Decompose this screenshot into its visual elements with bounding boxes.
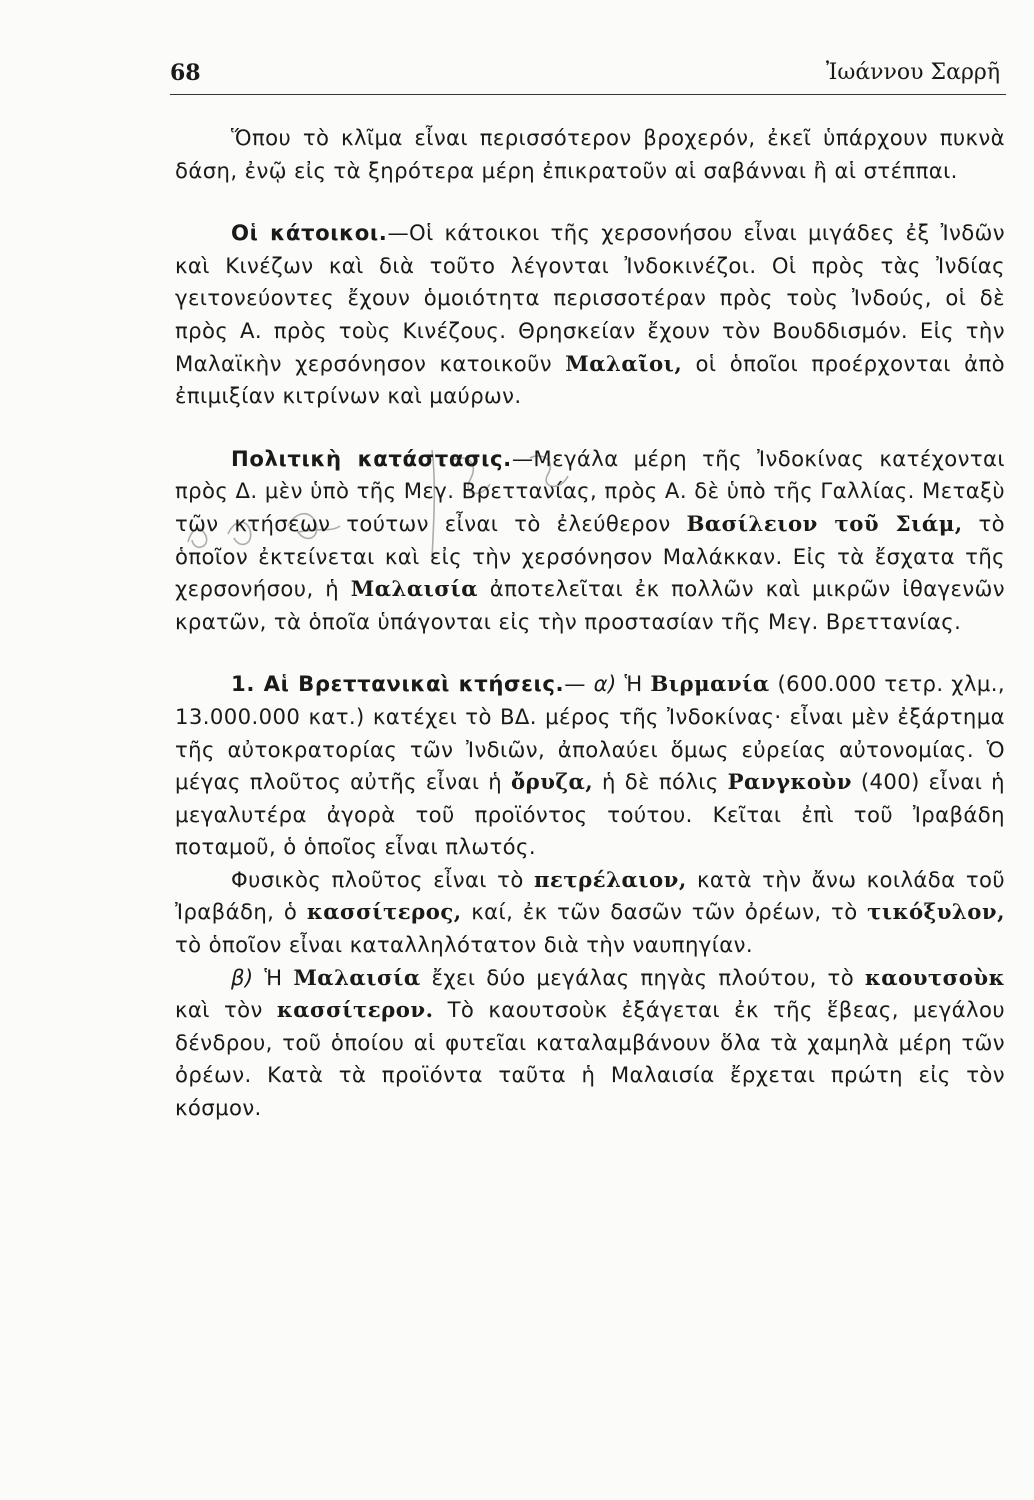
page-number: 68 <box>170 60 201 86</box>
term-petroleum: πετρέλαιον, <box>534 866 687 892</box>
paragraph-text: τὸ ὁποῖον εἶναι καταλληλότατον διὰ τὴν ναυπηγίαν. <box>175 932 754 958</box>
running-head: Ἰωάννου Σαρρῆ <box>825 60 1000 85</box>
paragraph-text: —Οἱ κάτοικοι τῆς χερσονήσου εἶναι μιγάδες ἐξ Ἰνδῶν καὶ Κινέζων καὶ διὰ τοῦτο λέγονται Ἰνδοκινέζοι. Οἱ πρὸς τὰς Ἰνδίας γειτονεύοντες ἔχουν ὁμοιότητα περισσοτέραν πρὸς τοὺς Ἰνδούς, οἱ δὲ πρὸς Α. πρὸς τοὺς Κινέζους. Θρησκείαν ἔχουν τὸν Βουδδισμόν. Εἰς τὴν Μαλαϊκὴν χερσόνησον κατοικοῦν <box>175 220 1006 376</box>
paragraph-text: κατὰ τὴν ἄνω κοιλάδα τοῦ Ἰραβάδη, ὁ <box>175 866 1006 925</box>
list-label-b: β) <box>231 964 254 990</box>
term-malaysia-b: Μαλαισία <box>293 964 421 990</box>
paragraph-text: Ἡ <box>616 671 651 697</box>
paragraph-text: Τὸ καουτσοὺκ ἐξάγεται ἐκ τῆς ἕβεας, μεγάλου δένδρου, τοῦ ὁποίου αἱ φυτεῖαι καταλαμβάνουν ὅλα τὰ χαμηλὰ μέρη τῶν ὀρέων. Κατὰ τὰ προϊόντα ταῦτα ἡ Μαλαισία ἔρχεται πρώτη εἰς τὸν κόσμον. <box>175 997 1005 1121</box>
paragraph-malaysia <box>175 962 1005 1125</box>
term-malaysia: Μαλαισία <box>350 576 479 602</box>
page-header <box>170 58 1010 98</box>
term-burma: Βιρμανία <box>650 671 770 697</box>
term-rangoon: Ρανγκοὺν <box>727 769 852 795</box>
paragraph-text: καὶ τὸν <box>175 997 277 1023</box>
term-tin-b: κασσίτερον. <box>276 997 434 1023</box>
term-rubber: καουτσοὺκ <box>864 964 1005 990</box>
term-rice: ὄρυζα, <box>511 769 594 795</box>
paragraph-text: καί, ἐκ τῶν δασῶν τῶν ὀρέων, τὸ <box>461 899 868 925</box>
paragraph-natural-wealth <box>175 864 1005 962</box>
paragraph-british-possessions <box>175 668 1005 864</box>
paragraph-text: τὸ ὁποῖον ἐκτείνεται καὶ εἰς τὴν χερσόνησον Μαλάκκαν. Εἰς τὰ ἔσχατα τῆς χερσονήσου, ἡ <box>175 510 1005 602</box>
paragraph-text: Ἡ <box>253 964 294 990</box>
term-tin: κασσίτερος, <box>306 899 462 925</box>
paragraph-political-situation <box>175 443 1005 639</box>
paragraph-text: —Μεγάλα μέρη τῆς Ἰνδοκίνας κατέχονται πρὸς Δ. μὲν ὑπὸ τῆς Μεγ. Βρεττανίας, πρὸς Α. δὲ ὑπὸ τῆς Γαλλίας. Μεταξὺ τῶν κτήσεων τούτων εἶναι τὸ ἐλεύθερον <box>175 445 1005 536</box>
paragraph-text: (600.000 τετρ. χλμ., 13.000.000 κατ.) κατέχει τὸ ΒΔ. μέρος τῆς Ἰνδοκίνας· εἶναι μὲν ἐξάρτημα τῆς αὐτοκρατορίας τῶν Ἰνδιῶν, ἀπολαύει ὅμως εὐρείας αὐτονομίας. Ὁ μέγας πλοῦτος αὐτῆς εἶναι ἡ <box>175 671 1005 795</box>
section-heading-inhabitants: Οἱ κάτοικοι. <box>231 220 388 246</box>
term-malays: Μαλαῖοι, <box>565 350 683 376</box>
term-teak: τικόξυλον, <box>867 899 1005 925</box>
paragraph-text: Φυσικὸς πλοῦτος εἶναι τὸ <box>231 866 534 892</box>
paragraph-text: — <box>564 671 594 697</box>
paragraph-text: (400) εἶναι ἡ μεγαλυτέρα ἀγορὰ τοῦ προϊόντος τούτου. Κεῖται ἐπὶ τοῦ Ἰραβάδη ποταμοῦ, ὁ ὁποῖος εἶναι πλωτός. <box>175 769 1005 860</box>
paragraph-climate <box>175 122 1005 187</box>
section-heading-political: Πολιτικὴ κατάστασις. <box>231 445 512 471</box>
body-text <box>175 122 1005 1125</box>
list-label-a: α) <box>593 671 617 697</box>
paragraph-text: ἀποτελεῖται ἐκ πολλῶν καὶ μικρῶν ἰθαγενῶν κρατῶν, τὰ ὁποῖα ὑπάγονται εἰς τὴν προστασίαν τῆς Μεγ. Βρεττανίας. <box>175 576 1005 634</box>
paragraph-text: οἱ ὁποῖοι προέρχονται ἀπὸ ἐπιμιξίαν κιτρίνων καὶ μαύρων. <box>175 350 1005 409</box>
paragraph-text: ἔχει δύο μεγάλας πηγὰς πλούτου, τὸ <box>420 964 865 990</box>
paragraph-text: Ὅπου τὸ κλῖμα εἶναι περισσότερον βροχερόν, ἐκεῖ ὑπάρχουν πυκνὰ δάση, ἐνῷ εἰς τὰ ξηρότερα μέρη ἐπικρατοῦν αἱ σαβάνναι ἢ αἱ στέππαι. <box>175 125 1005 183</box>
paragraph-inhabitants <box>175 217 1005 413</box>
header-rule <box>170 94 1006 95</box>
section-heading-british: 1. Αἱ Βρεττανικαὶ κτήσεις. <box>231 671 565 697</box>
term-siam: Βασίλειον τοῦ Σιάμ, <box>686 510 963 536</box>
paragraph-text: ἡ δὲ πόλις <box>593 769 728 795</box>
